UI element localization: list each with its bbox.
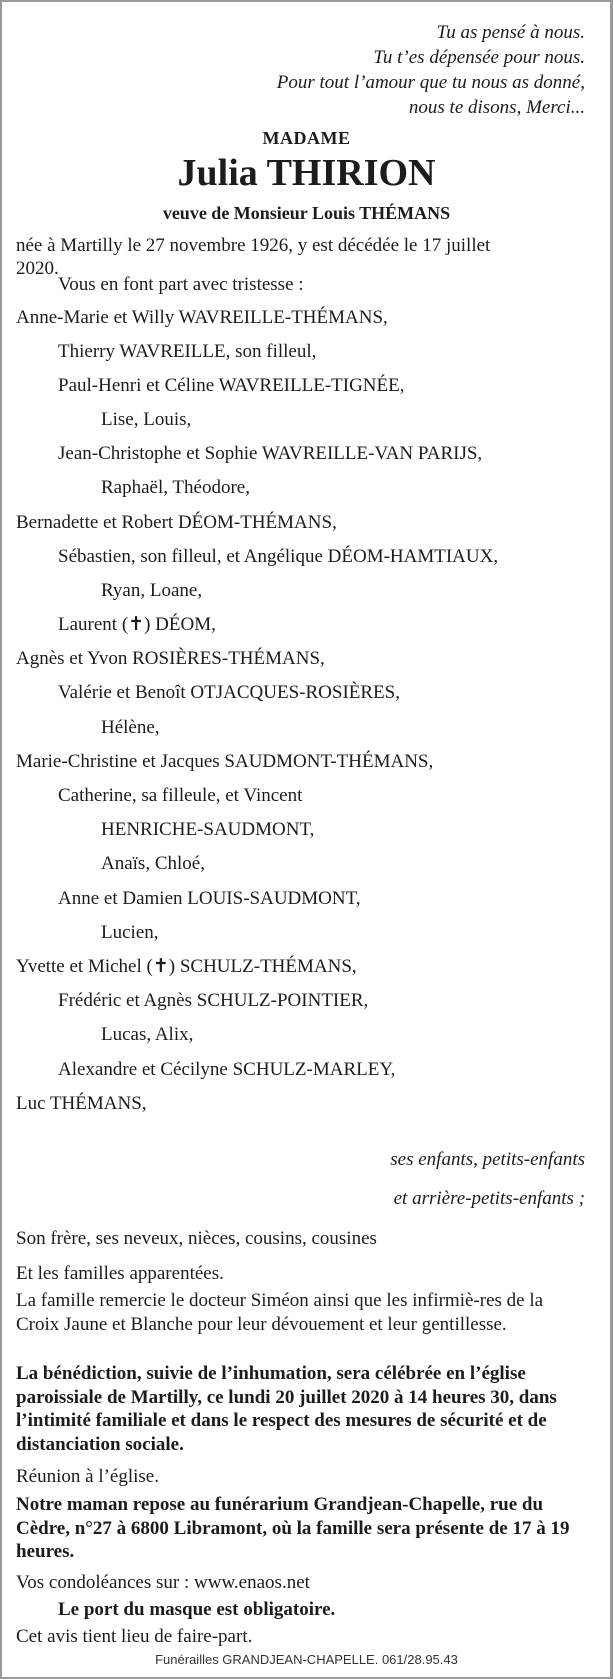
deceased-name: Julia THIRION bbox=[177, 152, 436, 194]
family-line: Anne-Marie et Willy WAVREILLE-THÉMANS, bbox=[16, 307, 388, 328]
family-line: Agnès et Yvon ROSIÈRES-THÉMANS, bbox=[16, 648, 325, 669]
family-line: Marie-Christine et Jacques SAUDMONT-THÉMANS, bbox=[16, 751, 434, 772]
family-line: HENRICHE-SAUDMONT, bbox=[101, 819, 315, 840]
meeting-line: Réunion à l’église. bbox=[16, 1466, 159, 1487]
thanks-paragraph: La famille remercie le docteur Siméon ainsi que les infirmiè-res de la Croix Jaune et Blanche pour leur dévouement et leur gentillesse. bbox=[16, 1290, 544, 1335]
family-line: Lise, Louis, bbox=[101, 409, 192, 430]
relatives-line: Son frère, ses neveux, nièces, cousins, cousines bbox=[16, 1228, 377, 1249]
family-line: Lucien, bbox=[101, 922, 159, 943]
ceremony-paragraph: La bénédiction, suivie de l’inhumation, sera célébrée en l’église paroissiale de Martilly, ce lundi 20 juillet 2020 à 14 heures 30, dans l’intimité familiale et dans le respect des mesures de sécurité et de distanciation sociale. bbox=[16, 1363, 557, 1455]
poem bbox=[277, 20, 585, 120]
family-line: Bernadette et Robert DÉOM-THÉMANS, bbox=[16, 512, 337, 533]
family-line: Raphaël, Théodore, bbox=[101, 477, 250, 498]
families-line: Et les familles apparentées. bbox=[16, 1263, 224, 1284]
family-line: Alexandre et Cécilyne SCHULZ-MARLEY, bbox=[58, 1059, 396, 1080]
family-line: Laurent (✝) DÉOM, bbox=[58, 614, 216, 635]
family-line: Hélène, bbox=[101, 717, 160, 738]
poem-line: Tu as pensé à nous. bbox=[436, 22, 585, 43]
family-line: Valérie et Benoît OTJACQUES-ROSIÈRES, bbox=[58, 682, 400, 703]
poem-line: Tu t’es dépensée pour nous. bbox=[373, 47, 585, 68]
family-line: Sébastien, son filleul, et Angélique DÉOM-HAMTIAUX, bbox=[58, 546, 499, 567]
notice-line: Cet avis tient lieu de faire-part. bbox=[16, 1626, 253, 1647]
widow-of: veuve de Monsieur Louis THÉMANS bbox=[162, 203, 451, 223]
family-line: Anne et Damien LOUIS-SAUDMONT, bbox=[58, 888, 361, 909]
family-line: Anaïs, Chloé, bbox=[101, 853, 205, 874]
honorific: MADAME bbox=[262, 128, 351, 148]
family-line: Catherine, sa filleule, et Vincent bbox=[58, 785, 303, 806]
funeral-home-paragraph: Notre maman repose au funérarium Grandjean-Chapelle, rue du Cèdre, n°27 à 6800 Libramont, où la famille sera présente de 17 à 19 heures. bbox=[16, 1494, 570, 1562]
funeral-director-footer: Funérailles GRANDJEAN-CHAPELLE. 061/28.95.43 bbox=[155, 1652, 458, 1667]
family-line: Jean-Christophe et Sophie WAVREILLE-VAN PARIJS, bbox=[58, 443, 483, 464]
family-line: Ryan, Loane, bbox=[101, 580, 203, 601]
family-line: Lucas, Alix, bbox=[101, 1024, 194, 1045]
birth-death-info: née à Martilly le 27 novembre 1926, y est décédée le 17 juillet 2020. bbox=[16, 235, 491, 279]
family-line: Frédéric et Agnès SCHULZ-POINTIER, bbox=[58, 990, 369, 1011]
family-line: Paul-Henri et Céline WAVREILLE-TIGNÉE, bbox=[58, 375, 405, 396]
condolences-line: Vos condoléances sur : www.enaos.net bbox=[16, 1572, 310, 1593]
descendants-line: ses enfants, petits-enfants bbox=[390, 1149, 585, 1170]
intro-line: Vous en font part avec tristesse : bbox=[58, 274, 304, 295]
family-line: Thierry WAVREILLE, son filleul, bbox=[58, 341, 317, 362]
descendants-line: et arrière-petits-enfants ; bbox=[393, 1188, 585, 1209]
family-line: Luc THÉMANS, bbox=[16, 1093, 147, 1114]
poem-line: nous te disons, Merci... bbox=[408, 97, 585, 118]
poem-line: Pour tout l’amour que tu nous as donné, bbox=[276, 72, 585, 93]
mask-line: Le port du masque est obligatoire. bbox=[58, 1599, 336, 1620]
family-line: Yvette et Michel (✝) SCHULZ-THÉMANS, bbox=[16, 956, 357, 977]
